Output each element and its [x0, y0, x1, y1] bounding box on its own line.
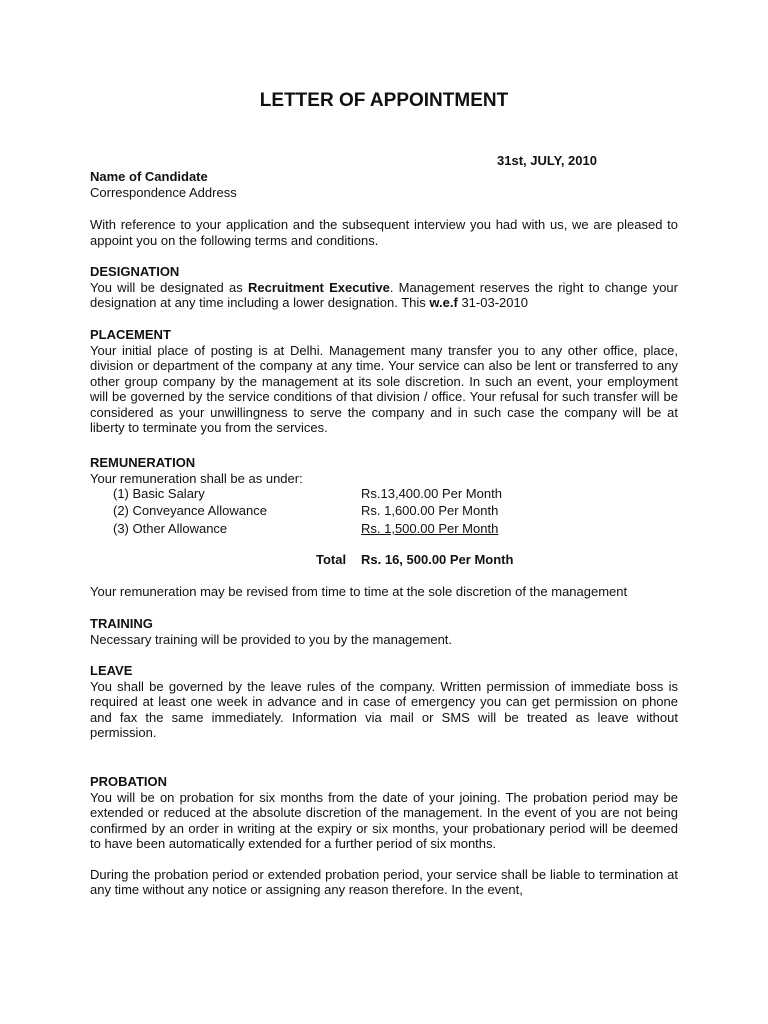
remuneration-revision [90, 584, 678, 600]
remuneration-intro: Your remuneration shall be as under: [90, 470, 303, 486]
remuneration-revision-text: Your remuneration may be revised from time to time at the sole discretion of the management [90, 584, 628, 599]
intro-paragraph [90, 217, 678, 248]
remuneration-amount: Rs. 1,500.00 Per Month [361, 521, 499, 536]
probation-text-2: During the probation period or extended probation period, your service shall be liable to termination at any time without any notice or assigning any reason therefore. In the event, [90, 866, 678, 897]
remuneration-section [90, 455, 678, 486]
training-text: Necessary training will be provided to you by the management. [90, 631, 453, 647]
probation-section [90, 774, 678, 898]
letter-title: LETTER OF APPOINTMENT [259, 90, 509, 111]
remuneration-row [113, 503, 533, 519]
training-heading: TRAINING [90, 616, 153, 631]
remuneration-label: (1) Basic Salary [113, 486, 205, 501]
probation-text-1: You will be on probation for six months from the date of your joining. The probation period may be extended or reduced at the absolute discretion of the management. In the event of you are not being confirmed by an order in writing at the expiry or six months, your probationary period will be deemed to have been automatically extended for a further period of six months. [90, 789, 678, 851]
designation-section [90, 264, 678, 311]
probation-heading: PROBATION [90, 774, 168, 789]
designation-text-middle: . Management reserves the right to change your designation at any time including a lower designation. This [90, 279, 678, 310]
intro-text: With reference to your application and the subsequent interview you had with us, we are pleased to appoint you on the following terms and conditions. [90, 217, 678, 248]
candidate-address: Correspondence Address [90, 184, 237, 200]
candidate-block [90, 169, 678, 200]
remuneration-amount: Rs.13,400.00 Per Month [361, 486, 502, 501]
designation-heading: DESIGNATION [90, 264, 180, 279]
candidate-name: Name of Candidate [90, 169, 208, 184]
designation-wef: w.e.f [429, 295, 458, 310]
remuneration-label: (3) Other Allowance [113, 521, 228, 536]
letter-date: 31st, JULY, 2010 [497, 153, 597, 168]
designation-text-before: You will be designated as [90, 279, 249, 295]
training-section [90, 616, 678, 647]
total-value: Rs. 16, 500.00 Per Month [361, 552, 514, 567]
total-label: Total [316, 552, 347, 567]
remuneration-label: (2) Conveyance Allowance [113, 503, 267, 518]
designation-wef-date: 31-03-2010 [457, 295, 528, 310]
leave-text: You shall be governed by the leave rules of the company. Written permission of immediate boss is required at least one week in advance and in case of emergency you can get permission on phone and fax the same immediately. Information via mail or SMS will be treated as leave without permission. [90, 678, 678, 740]
leave-section [90, 663, 678, 741]
placement-heading: PLACEMENT [90, 327, 171, 342]
placement-section [90, 327, 678, 436]
remuneration-row [113, 486, 533, 502]
designation-text [90, 280, 678, 311]
placement-text: Your initial place of posting is at Delhi. Management many transfer you to any other office, place, division or department of the company at any time. Your service can also be lent or transferred to any other group company by the management at its sole discretion. In such an event, your employment will be governed by the service conditions of that division / office. Your refusal for such transfer will be considered as your unwillingness to serve the company and in such case the company will be at liberty to terminate you from the services. [90, 342, 678, 435]
remuneration-row [113, 521, 533, 537]
remuneration-heading: REMUNERATION [90, 455, 196, 470]
remuneration-amount: Rs. 1,600.00 Per Month [361, 503, 499, 518]
designation-role: Recruitment Executive [248, 279, 390, 295]
leave-heading: LEAVE [90, 663, 133, 678]
